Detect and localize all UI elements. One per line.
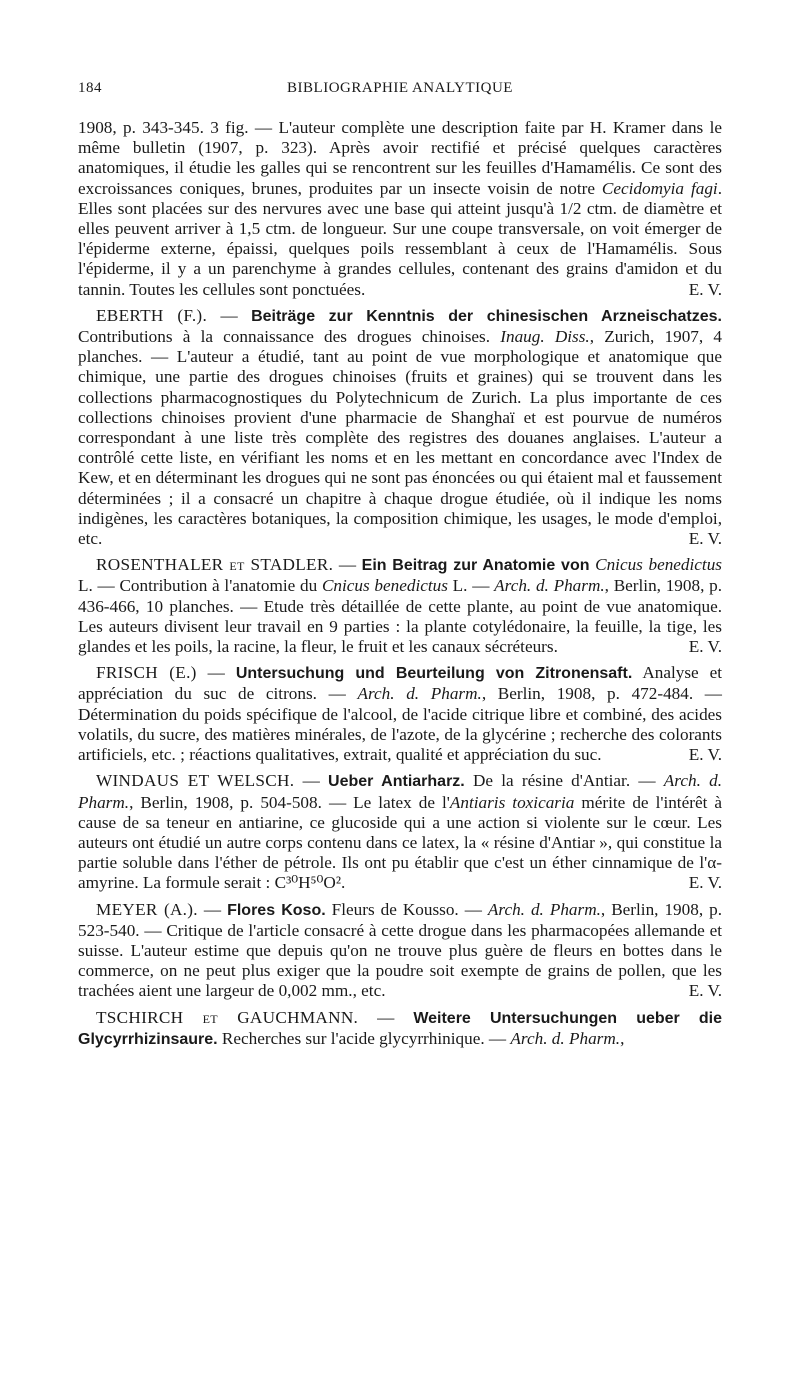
- reviewer-initials: E. V.: [688, 981, 722, 1001]
- entry-author: EBERTH (F.).: [96, 305, 208, 325]
- entry-kramer-continuation: 1908, p. 343-345. 3 fig. — L'auteur complète une description faite par H. Kramer dans le même bulletin (1907, p. 323). Après avoir rectifié et précisé quelques caractères anatomiques, il étudie les galles qui se rencontrent sur les feuilles d'Hamamélis. Ce sont des excroissances coniques, brunes, produites par un insecte voisin de notre Cecidomyia fagi. Elles sont placées sur des nervures avec une base qui atteint jusqu'à 1/2 ctm. de diamètre et elles peuvent arriver à 1,5 ctm. de longueur. Sur une coupe transversale, on voit émerger de l'épiderme externe, épaissi, quelques poils ressemblant à ceux de l'Hamamélis. Sous l'épiderme, il y a un parenchyme à grandes cellules, contenant des grains d'amidon et du tannin. Toutes les cellules sont ponctuées. E. V.: [78, 118, 722, 299]
- entry-title: Ein Beitrag zur Anatomie von: [361, 557, 590, 575]
- running-title: BIBLIOGRAPHIE ANALYTIQUE: [287, 80, 513, 96]
- page-number: 184: [78, 80, 102, 96]
- reviewer-initials: E. V.: [688, 637, 722, 657]
- entry-title: Ueber Antiarharz.: [328, 773, 465, 791]
- entry-author: MEYER (A.).: [96, 899, 198, 919]
- reviewer-initials: E. V.: [688, 529, 722, 549]
- entry-author: TSCHIRCH et GAUCHMANN.: [96, 1007, 359, 1027]
- entry-frisch: FRISCH (E.) — Untersuchung und Beurteilung von Zitronensaft. Analyse et appréciation du suc de citrons. — Arch. d. Pharm., Berlin, 1908, p. 472-484. — Détermination du poids spécifique de l'alcool, de l'acide citrique libre et combiné, des acides volatils, du sucre, des matières minérales, de l'azote, de la glycérine ; recherche des colorants artificiels, etc. ; réactions qualitatives, extrait, qualité et appréciation du suc. E. V.: [78, 663, 723, 765]
- entry-title: Beiträge zur Kenntnis der chinesischen Arzneischatzes.: [251, 307, 722, 325]
- reviewer-initials: E. V.: [688, 279, 722, 299]
- entry-author: FRISCH (E.): [96, 663, 197, 683]
- entry-title: Weitere Untersuchungen ueber die Glycyrrhizinsaure.: [78, 1009, 723, 1048]
- reviewer-initials: E. V.: [688, 873, 722, 893]
- entry-title: Untersuchung und Beurteilung von Zitronensaft.: [235, 665, 633, 683]
- entry-meyer: MEYER (A.). — Flores Koso. Fleurs de Kousso. — Arch. d. Pharm., Berlin, 1908, p. 523-540. — Critique de l'article consacré à cette drogue dans les pharmacopées allemande et suisse. L'auteur estime que depuis qu'on ne trouve plus guère de fleurs en bottes dans le commerce, on ne peut plus exiger que la poudre soit exempte de grains de pollen, que les trachées aient une largeur de 0,002 mm., etc. E. V.: [78, 899, 723, 1001]
- entry-tschirch: TSCHIRCH et GAUCHMANN. — Weitere Untersuchungen ueber die Glycyrrhizinsaure. Recherches sur l'acide glycyrrhinique. — Arch. d. Pharm.,: [78, 1007, 723, 1048]
- entry-rosenthaler: ROSENTHALER et STADLER. — Ein Beitrag zur Anatomie von Cnicus benedictus L. — Contribution à l'anatomie du Cnicus benedictus L. — Arch. d. Pharm., Berlin, 1908, p. 436-466, 10 planches. — Etude très détaillée de cette plante, au point de vue anatomique. Les auteurs divisent leur travail en 9 parties : la plante cotylédonaire, la feuille, la tige, les glandes et les poils, la racine, la fleur, le fruit et les canaux sécréteurs. E. V.: [78, 555, 723, 657]
- entry-author: WINDAUS ET WELSCH.: [96, 771, 295, 791]
- entry-windaus: WINDAUS ET WELSCH. — Ueber Antiarharz. De la résine d'Antiar. — Arch. d. Pharm., Berlin, 1908, p. 504-508. — Le latex de l'Antiaris toxicaria mérite de l'intérêt à cause de sa teneur en antiarine, ce glucoside qui a une action si violente sur le cœur. Les auteurs ont étudié un autre corps contenu dans ce latex, la « résine d'Antiar », qui constitue la partie soluble dans l'éther de pétrole. Ils ont pu établir que c'est un éther cinnamique de l'α-amyrine. La formule serait : C³⁰H⁵⁰O². E. V.: [78, 771, 722, 893]
- entry-eberth: EBERTH (F.). — Beiträge zur Kenntnis der chinesischen Arzneischatzes. Contributions à la connaissance des drogues chinoises. Inaug. Diss., Zurich, 1907, 4 planches. — L'auteur a étudié, tant au point de vue morphologique et anatomique que chimique, une partie des drogues chinoises (fruits et graines) qui se trouvent dans les collections pharmacognostiques du Polytechnicum de Zurich. La plus importante de ces collections chinoises provient d'une pharmacie de Shanghaï et est pourvue de numéros correspondant à une liste très complète des registres des douanes anglaises. L'auteur a contrôlé cette liste, en vérifiant les noms et en les mettant en concordance avec l'Index de Kew, et en déterminant les drogues qui ne sont pas énoncées ou qui étaient mal et faussement déterminées ; il a consacré un chapitre à chaque drogue étudiée, où il indique les noms indigènes, les caractères botaniques, la composition chimique, les usages, le mode d'emploi, etc. E. V.: [78, 305, 722, 549]
- entry-title: Flores Koso.: [227, 901, 326, 919]
- reviewer-initials: E. V.: [688, 745, 722, 765]
- entry-author: ROSENTHALER et STADLER.: [96, 555, 334, 575]
- running-header: [78, 80, 722, 102]
- article-body: [78, 118, 722, 1050]
